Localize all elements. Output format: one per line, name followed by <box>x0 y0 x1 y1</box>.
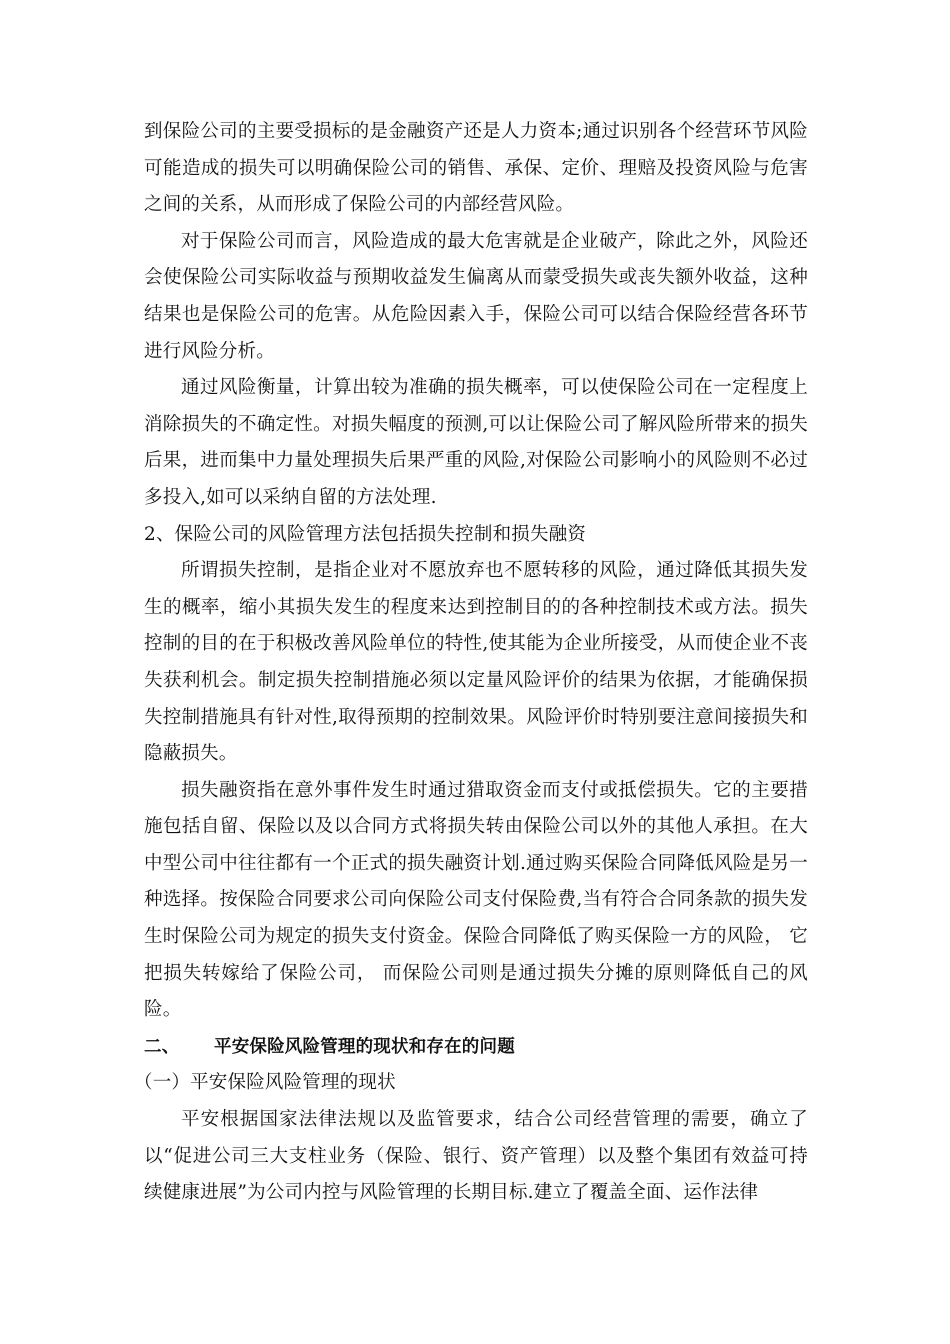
section-heading <box>144 1029 808 1066</box>
paragraph-continuation: 到保险公司的主要受损标的是金融资产还是人力资本;通过识别各个经营环节风险可能造成的损失可以明确保险公司的销售、承保、定价、理赔及投资风险与危害之间的关系，从而形成了保险公司的内部经营风险。 <box>144 121 808 216</box>
document-body <box>134 114 808 1212</box>
item-heading-2: 2、保险公司的风险管理方法包括损失控制和损失融资 <box>144 523 587 545</box>
paragraph-loss-financing: 损失融资指在意外事件发生时通过猎取资金而支付或抵偿损失。它的主要措施包括自留、保险以及以合同方式将损失转由保险公司以外的其他人承担。在大中型公司中往往都有一个正式的损失融资计划.通过购买保险合同降低风险是另一种选择。按保险合同要求公司向保险公司支付保险费,当有符合合同条款的损失发生时保险公司为规定的损失支付资金。保险合同降低了购买保险一方的风险， 它把损失转嫁给了保险公司， 而保险公司则是通过损失分摊的原则降低自己的风险。 <box>144 779 808 1021</box>
paragraph-risk-measurement: 通过风险衡量，计算出较为准确的损失概率，可以使保险公司在一定程度上消除损失的不确定性。对损失幅度的预测,可以让保险公司了解风险所带来的损失后果，进而集中力量处理损失后果严重的风险,对保险公司影响小的风险则不必过多投入,如可以采纳自留的方法处理. <box>144 377 808 508</box>
section-number: 二、 <box>144 1036 180 1057</box>
section-title: 平安保险风险管理的现状和存在的问题 <box>214 1036 515 1057</box>
paragraph-loss-control: 所谓损失控制，是指企业对不愿放弃也不愿转移的风险，通过降低其损失发生的概率，缩小其损失发生的程度来达到控制目的的各种控制技术或方法。损失控制的目的在于积极改善风险单位的特性,使其能为企业所接受，从而使企业不丧失获利机会。制定损失控制措施必须以定量风险评价的结果为依据，才能确保损失控制措施具有针对性,取得预期的控制效果。风险评价时特别要注意间接损失和隐蔽损失。 <box>144 560 808 765</box>
paragraph-pingan-status: 平安根据国家法律法规以及监管要求，结合公司经营管理的需要，确立了以“促进公司三大支柱业务（保险、银行、资产管理）以及整个集团有效益可持续健康进展”为公司内控与风险管理的长期目标.建立了覆盖全面、运作法律 <box>144 1109 808 1204</box>
paragraph-risk-harm: 对于保险公司而言，风险造成的最大危害就是企业破产，除此之外，风险还会使保险公司实际收益与预期收益发生偏离从而蒙受损失或丧失额外收益，这种结果也是保险公司的危害。从危险因素入手，保险公司可以结合保险经营各环节进行风险分析。 <box>144 230 808 362</box>
sub-heading: （一）平安保险风险管理的现状 <box>134 1072 396 1094</box>
